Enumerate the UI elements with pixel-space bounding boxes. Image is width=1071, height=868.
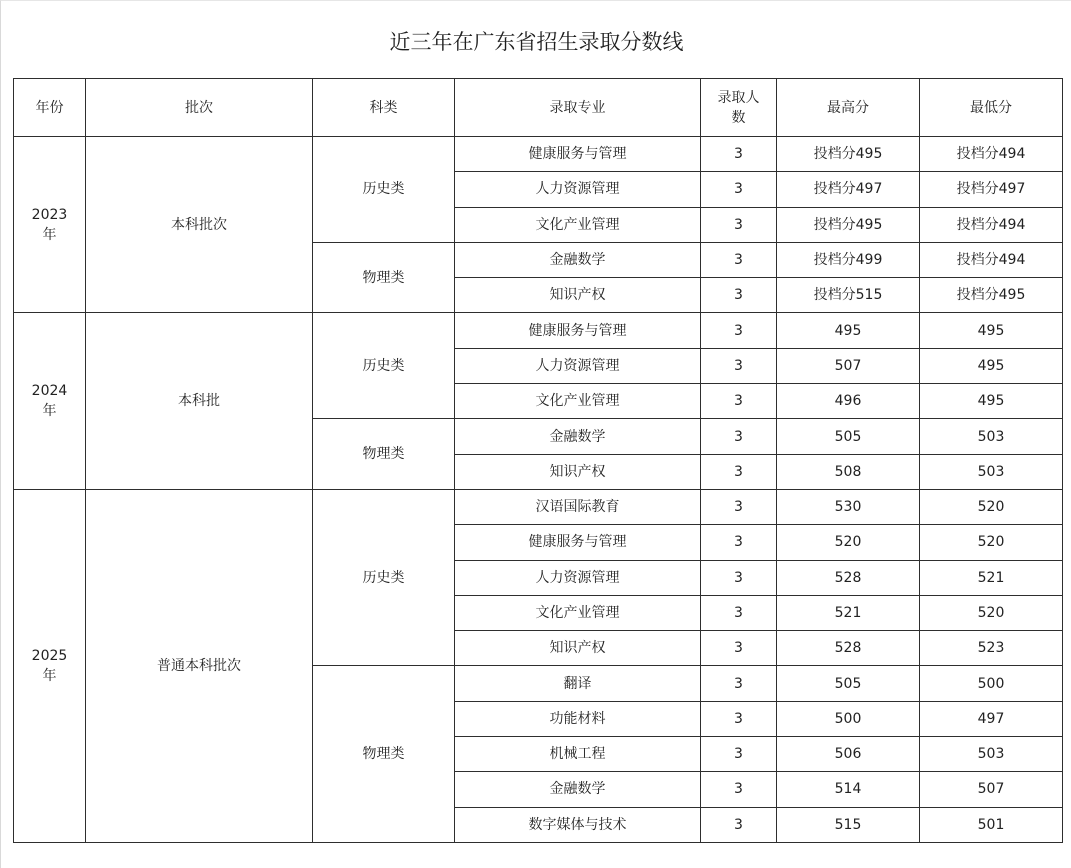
- min-score-cell: 投档分495: [920, 278, 1063, 313]
- count-cell: 3: [701, 348, 777, 383]
- max-score-cell: 506: [777, 737, 920, 772]
- year-cell: [14, 489, 86, 842]
- header-major: 录取专业: [455, 79, 701, 137]
- major-cell: 功能材料: [455, 701, 701, 736]
- count-cell: 3: [701, 278, 777, 313]
- major-cell: 汉语国际教育: [455, 489, 701, 524]
- max-score-cell: 507: [777, 348, 920, 383]
- count-cell: 3: [701, 489, 777, 524]
- header-batch: 批次: [86, 79, 313, 137]
- min-score-cell: 497: [920, 701, 1063, 736]
- major-cell: 人力资源管理: [455, 172, 701, 207]
- max-score-cell: 505: [777, 666, 920, 701]
- max-score-cell: 515: [777, 807, 920, 842]
- count-cell: 3: [701, 207, 777, 242]
- min-score-cell: 495: [920, 384, 1063, 419]
- major-cell: 健康服务与管理: [455, 525, 701, 560]
- major-cell: 人力资源管理: [455, 560, 701, 595]
- min-score-cell: 500: [920, 666, 1063, 701]
- batch-cell: 本科批: [86, 313, 313, 489]
- min-score-cell: 520: [920, 525, 1063, 560]
- major-cell: 人力资源管理: [455, 348, 701, 383]
- min-score-cell: 521: [920, 560, 1063, 595]
- major-cell: 文化产业管理: [455, 595, 701, 630]
- max-score-cell: 496: [777, 384, 920, 419]
- count-cell: 3: [701, 560, 777, 595]
- header-count: [701, 79, 777, 137]
- count-cell: 3: [701, 666, 777, 701]
- major-cell: 数字媒体与技术: [455, 807, 701, 842]
- major-cell: 健康服务与管理: [455, 313, 701, 348]
- table-body: [14, 137, 1063, 843]
- max-score-cell: 521: [777, 595, 920, 630]
- page-title: 近三年在广东省招生录取分数线: [389, 30, 684, 54]
- table-header-row: [14, 79, 1063, 137]
- year-cell-label: 2025年: [31, 647, 68, 684]
- header-year: 年份: [14, 79, 86, 137]
- major-cell: 知识产权: [455, 278, 701, 313]
- subject-type-cell: 历史类: [313, 137, 455, 243]
- year-cell: [14, 313, 86, 489]
- table-row: [14, 313, 1063, 348]
- min-score-cell: 523: [920, 631, 1063, 666]
- count-cell: 3: [701, 313, 777, 348]
- major-cell: 机械工程: [455, 737, 701, 772]
- min-score-cell: 501: [920, 807, 1063, 842]
- min-score-cell: 投档分494: [920, 242, 1063, 277]
- batch-cell: 本科批次: [86, 137, 313, 313]
- major-cell: 文化产业管理: [455, 207, 701, 242]
- max-score-cell: 投档分515: [777, 278, 920, 313]
- count-cell: 3: [701, 419, 777, 454]
- header-count-label: 录取人数: [717, 89, 760, 126]
- header-min-score: 最低分: [920, 79, 1063, 137]
- count-cell: 3: [701, 631, 777, 666]
- count-cell: 3: [701, 595, 777, 630]
- major-cell: 文化产业管理: [455, 384, 701, 419]
- major-cell: 翻译: [455, 666, 701, 701]
- max-score-cell: 528: [777, 560, 920, 595]
- header-subject-type: 科类: [313, 79, 455, 137]
- subject-type-cell: 物理类: [313, 666, 455, 842]
- max-score-cell: 500: [777, 701, 920, 736]
- max-score-cell: 505: [777, 419, 920, 454]
- max-score-cell: 投档分495: [777, 207, 920, 242]
- year-cell: [14, 137, 86, 313]
- major-cell: 金融数学: [455, 419, 701, 454]
- count-cell: 3: [701, 454, 777, 489]
- min-score-cell: 投档分494: [920, 207, 1063, 242]
- count-cell: 3: [701, 384, 777, 419]
- major-cell: 知识产权: [455, 454, 701, 489]
- min-score-cell: 503: [920, 454, 1063, 489]
- subject-type-cell: 物理类: [313, 242, 455, 313]
- header-max-score: 最高分: [777, 79, 920, 137]
- max-score-cell: 508: [777, 454, 920, 489]
- max-score-cell: 530: [777, 489, 920, 524]
- subject-type-cell: 历史类: [313, 313, 455, 419]
- max-score-cell: 514: [777, 772, 920, 807]
- admission-score-table: [13, 78, 1063, 843]
- major-cell: 金融数学: [455, 772, 701, 807]
- max-score-cell: 投档分499: [777, 242, 920, 277]
- max-score-cell: 520: [777, 525, 920, 560]
- count-cell: 3: [701, 737, 777, 772]
- major-cell: 知识产权: [455, 631, 701, 666]
- count-cell: 3: [701, 525, 777, 560]
- min-score-cell: 503: [920, 419, 1063, 454]
- min-score-cell: 503: [920, 737, 1063, 772]
- max-score-cell: 投档分497: [777, 172, 920, 207]
- min-score-cell: 投档分494: [920, 137, 1063, 172]
- min-score-cell: 520: [920, 595, 1063, 630]
- max-score-cell: 投档分495: [777, 137, 920, 172]
- major-cell: 健康服务与管理: [455, 137, 701, 172]
- count-cell: 3: [701, 172, 777, 207]
- count-cell: 3: [701, 242, 777, 277]
- min-score-cell: 507: [920, 772, 1063, 807]
- subject-type-cell: 物理类: [313, 419, 455, 490]
- min-score-cell: 495: [920, 348, 1063, 383]
- table-row: [14, 489, 1063, 524]
- count-cell: 3: [701, 807, 777, 842]
- max-score-cell: 495: [777, 313, 920, 348]
- count-cell: 3: [701, 701, 777, 736]
- min-score-cell: 投档分497: [920, 172, 1063, 207]
- min-score-cell: 520: [920, 489, 1063, 524]
- year-cell-label: 2023年: [31, 206, 68, 243]
- batch-cell: 普通本科批次: [86, 489, 313, 842]
- major-cell: 金融数学: [455, 242, 701, 277]
- count-cell: 3: [701, 137, 777, 172]
- table-row: [14, 137, 1063, 172]
- subject-type-cell: 历史类: [313, 489, 455, 665]
- max-score-cell: 528: [777, 631, 920, 666]
- count-cell: 3: [701, 772, 777, 807]
- year-cell-label: 2024年: [31, 383, 68, 420]
- min-score-cell: 495: [920, 313, 1063, 348]
